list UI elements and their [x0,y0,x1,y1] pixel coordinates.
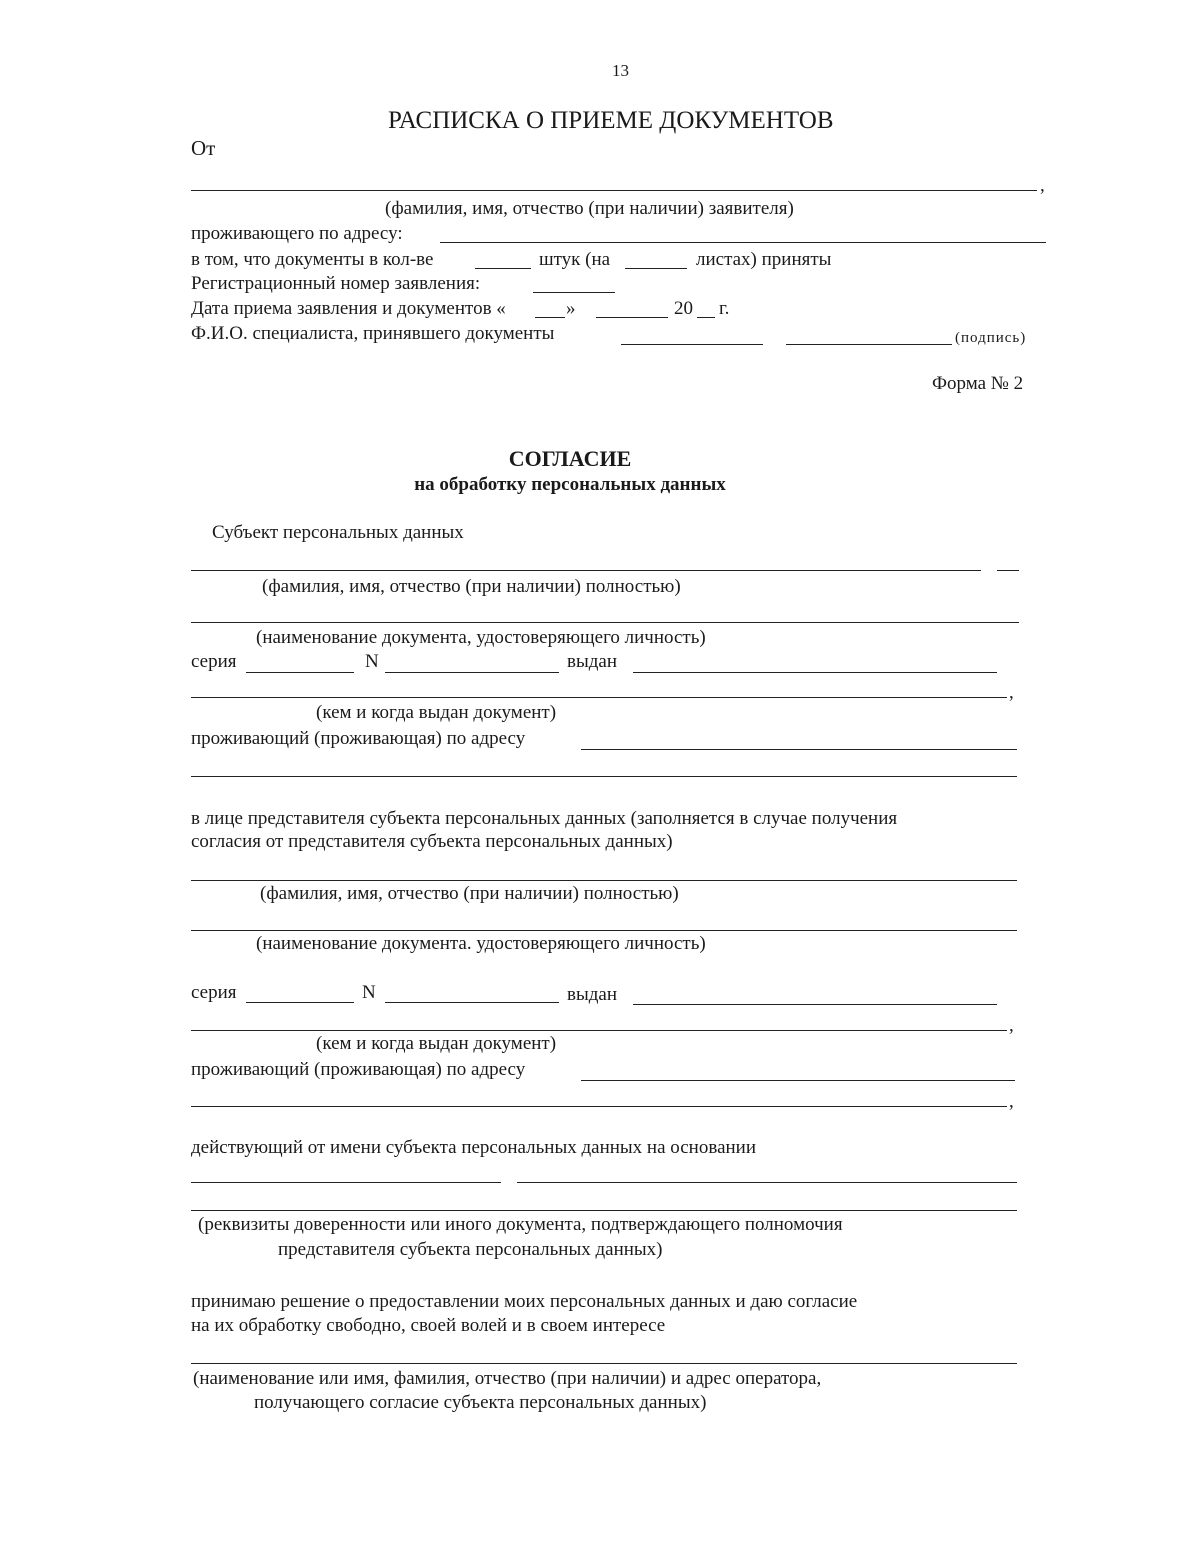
rep-doc-caption: (наименование документа. удостоверяющего личность) [256,933,706,954]
rep-address-line[interactable] [581,1080,1015,1081]
subject-fio-line-tail [997,570,1019,571]
subject-fio-caption: (фамилия, имя, отчество (при наличии) полностью) [262,576,681,597]
specialist-name-line[interactable] [621,344,763,345]
reg-number-line[interactable] [533,292,615,293]
representative-line-1: в лице представителя субъекта персональных данных (заполняется в случае получения [191,808,898,829]
date-month-line[interactable] [596,317,668,318]
signature-line[interactable] [786,344,952,345]
sheets-line[interactable] [625,268,687,269]
receipt-title: РАСПИСКА О ПРИЕМЕ ДОКУМЕНТОВ [388,107,834,134]
page-number: 13 [612,61,629,80]
power-line-2[interactable] [191,1210,1017,1211]
consent-subtitle: на обработку персональных данных [414,474,726,495]
operator-caption-1: (наименование или имя, фамилия, отчество (при наличии) и адрес оператора, [193,1368,822,1389]
count-line[interactable] [475,268,531,269]
count-suffix: листах) приняты [696,249,832,270]
power-line-1b[interactable] [517,1182,1017,1183]
subject-issued-line[interactable] [633,672,997,673]
operator-line[interactable] [191,1363,1017,1364]
subject-address-line[interactable] [581,749,1017,750]
reg-number-label: Регистрационный номер заявления: [191,273,481,294]
rep-issued-by-caption: (кем и когда выдан документ) [316,1033,557,1054]
address-line[interactable] [440,242,1046,243]
subject-issued-by-caption: (кем и когда выдан документ) [316,702,557,723]
rep-doc-line[interactable] [191,930,1017,931]
from-label: От [191,136,216,160]
decision-line-1: принимаю решение о предоставлении моих персональных данных и даю согласие [191,1291,858,1312]
rep-issued-label: выдан [567,984,618,1005]
subject-issued-by-comma: , [1009,682,1014,703]
rep-fio-caption: (фамилия, имя, отчество (при наличии) полностью) [260,883,679,904]
subject-number-line[interactable] [385,672,559,673]
signature-caption: (подпись) [955,330,1027,346]
power-caption-2: представителя субъекта персональных данных) [278,1239,663,1260]
power-line-1a[interactable] [191,1182,501,1183]
subject-address-line-2[interactable] [191,776,1017,777]
subject-fio-line[interactable] [191,570,981,571]
subject-series-label: серия [191,651,237,672]
power-caption-1: (реквизиты доверенности или иного документа, подтверждающего полномочия [198,1214,843,1235]
subject-number-label: N [365,651,379,672]
consent-title: СОГЛАСИЕ [508,446,632,471]
operator-caption-2: получающего согласие субъекта персональных данных) [254,1392,707,1413]
subject-issued-by-line[interactable] [191,697,1007,698]
specialist-label: Ф.И.О. специалиста, принявшего документы [191,323,555,344]
rep-address-line-2[interactable] [191,1106,1007,1107]
subject-issued-label: выдан [567,651,618,672]
rep-issued-line[interactable] [633,1004,997,1005]
representative-line-2: согласия от представителя субъекта персональных данных) [191,831,673,852]
count-prefix: в том, что документы в кол-ве [191,249,434,270]
decision-line-2: на их обработку свободно, своей волей и в своем интересе [191,1315,666,1336]
rep-series-label: серия [191,982,237,1003]
rep-fio-line[interactable] [191,880,1017,881]
date-day-line[interactable] [535,317,565,318]
date-year-line[interactable] [697,317,715,318]
date-quote: » [566,298,576,319]
rep-number-label: N [362,982,376,1003]
date-suffix: г. [719,298,730,319]
applicant-line[interactable] [191,190,1037,191]
rep-series-line[interactable] [246,1002,354,1003]
subject-series-line[interactable] [246,672,354,673]
rep-number-line[interactable] [385,1002,559,1003]
subject-residing-label: проживающий (проживающая) по адресу [191,728,526,749]
subject-doc-line[interactable] [191,622,1019,623]
applicant-caption: (фамилия, имя, отчество (при наличии) заявителя) [385,198,794,219]
date-year-prefix: 20 [674,298,693,319]
subject-doc-caption: (наименование документа, удостоверяющего личность) [256,627,706,648]
subject-label: Субъект персональных данных [212,522,464,543]
date-prefix: Дата приема заявления и документов « [191,298,506,319]
form-number: Форма № 2 [932,373,1024,394]
acting-label: действующий от имени субъекта персональных данных на основании [191,1137,756,1158]
rep-address-comma: , [1009,1091,1014,1112]
rep-issued-by-line[interactable] [191,1030,1007,1031]
rep-issued-by-comma: , [1009,1015,1014,1036]
count-mid: штук (на [539,249,611,270]
rep-residing-label: проживающий (проживающая) по адресу [191,1059,526,1080]
applicant-comma: , [1040,175,1045,196]
address-label: проживающего по адресу: [191,223,403,244]
